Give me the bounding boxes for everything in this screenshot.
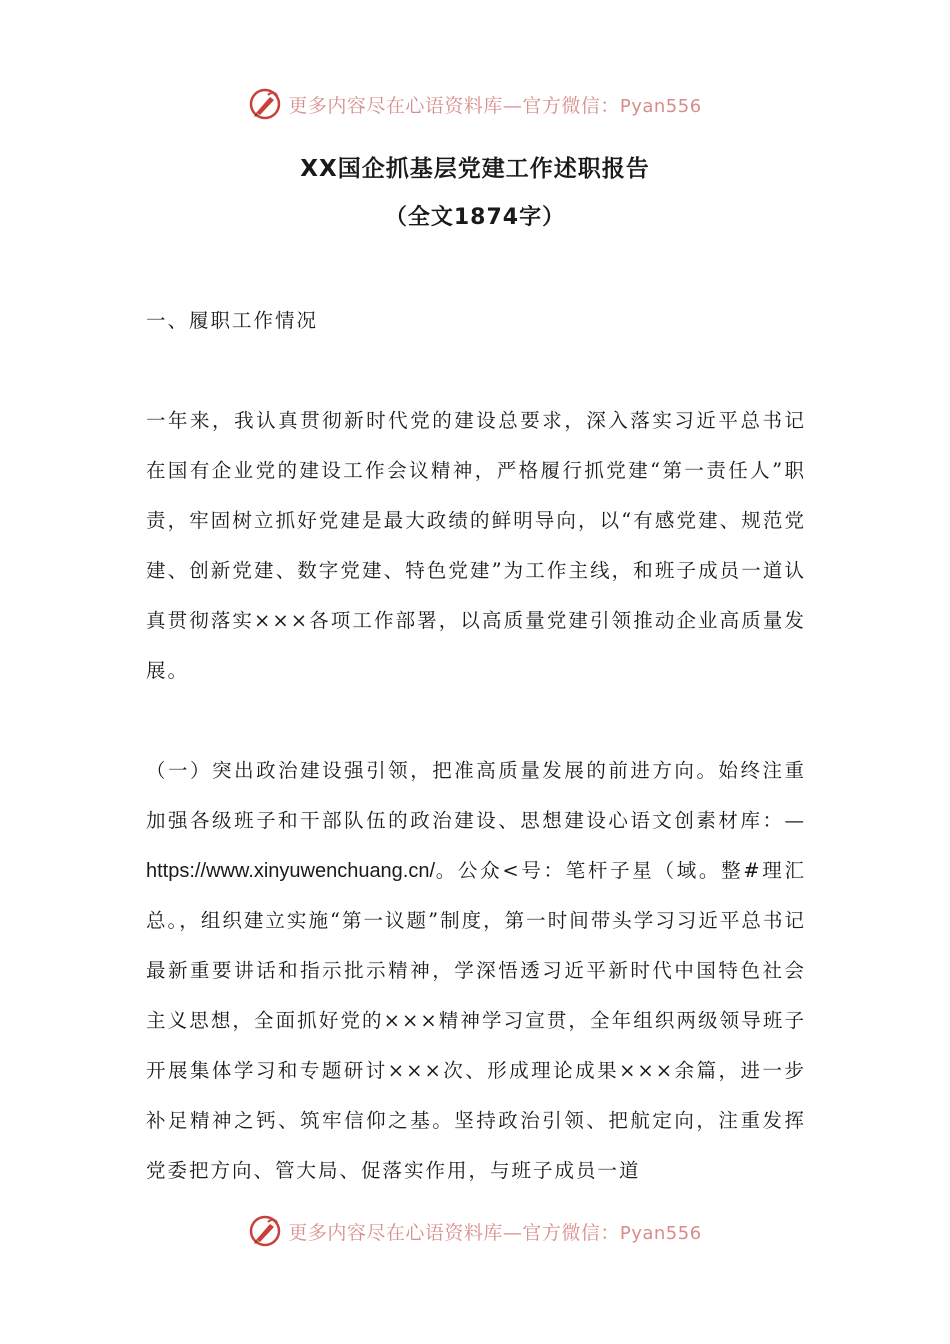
pen-logo-icon [248, 87, 282, 121]
document-body [146, 296, 806, 1196]
document-subtitle: （全文1874字） [384, 205, 566, 230]
paragraph-2 [146, 746, 806, 1196]
footer-banner-wechat: Pyan556 [619, 1222, 702, 1244]
section-heading: 一、履职工作情况 [146, 309, 319, 332]
header-banner-text: 更多内容尽在心语资料库—官方微信： [288, 94, 620, 117]
header-banner-wechat: Pyan556 [619, 95, 702, 117]
document-title: XX国企抓基层党建工作述职报告 [300, 156, 650, 182]
header-banner [0, 84, 950, 124]
paragraph-2-part1: （一）突出政治建设强引领，把准高质量发展的前进方向。始终注重加强各级班子和干部队伍的政治建设、思想建设心语文创素材库：— [146, 759, 806, 832]
paragraph-2-part2: 。公众<号：笔杆子星（域。整#理汇总。，组织建立实施“第一议题”制度，第一时间带头学习习近平总书记最新重要讲话和指示批示精神，学深悟透习近平新时代中国特色社会主义思想，全面抓好党的×××精神学习宣贯，全年组织两级领导班子开展集体学习和专题研讨×××次、形成理论成果×××余篇，进一步补足精神之钙、筑牢信仰之基。坚持政治引领、把航定向，注重发挥党委把方向、管大局、促落实作用，与班子成员一道 [146, 859, 806, 1182]
paragraph-2-url: https://www.xinyuwenchuang.cn/ [146, 860, 436, 882]
pen-logo-icon [248, 1214, 282, 1248]
footer-banner [0, 1211, 950, 1251]
footer-banner-text: 更多内容尽在心语资料库—官方微信： [288, 1221, 620, 1244]
paragraph-1: 一年来，我认真贯彻新时代党的建设总要求，深入落实习近平总书记在国有企业党的建设工作会议精神，严格履行抓党建“第一责任人”职责，牢固树立抓好党建是最大政绩的鲜明导向，以“有感党建、规范党建、创新党建、数字党建、特色党建”为工作主线，和班子成员一道认真贯彻落实×××各项工作部署，以高质量党建引领推动企业高质量发展。 [146, 409, 806, 682]
